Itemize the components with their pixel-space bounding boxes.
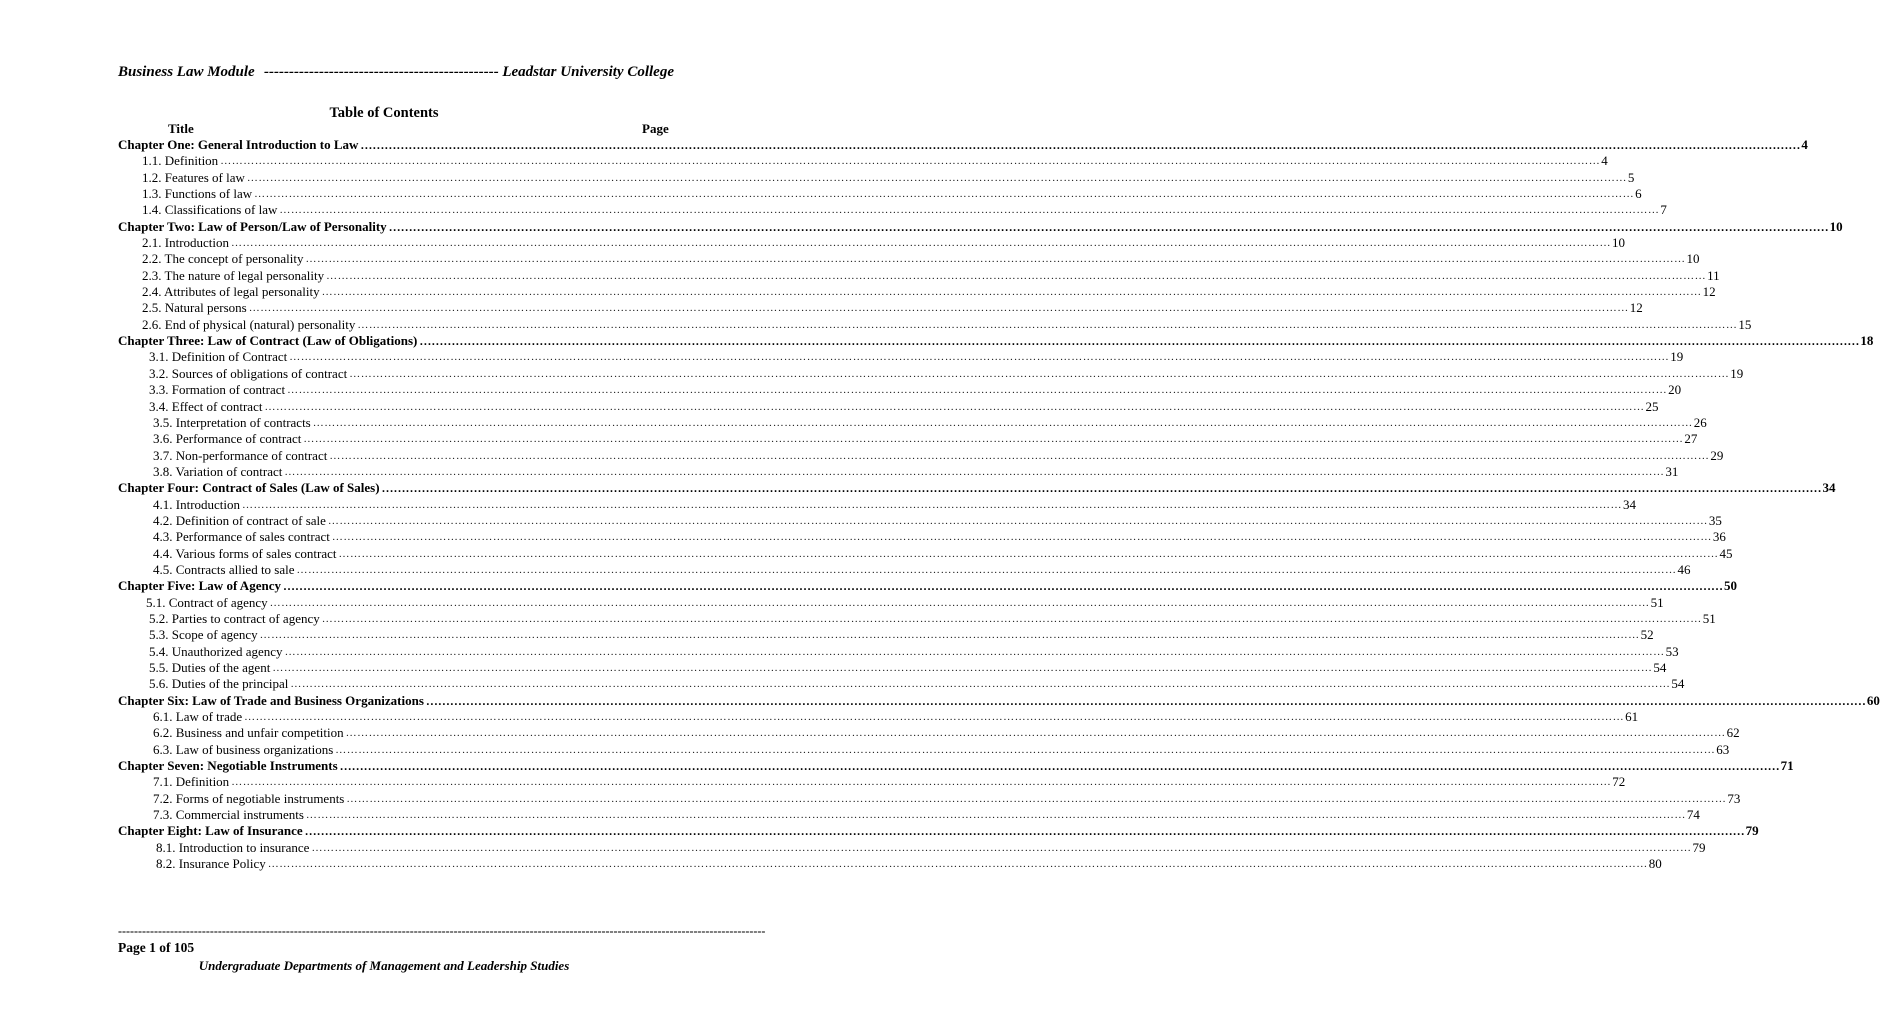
dot-leader: ………………………………………………………………………………………………………………………………………………………………………………………………………………………………………………………………………………………………………………………………: [349, 367, 1730, 380]
page-number: Page 1 of 105: [118, 940, 195, 955]
toc-entry-label: 1.2. Features of law: [142, 169, 245, 185]
toc-entry-page: 20: [1668, 382, 1682, 398]
toc-entry-page: 54: [1653, 660, 1667, 675]
dot-leader: ………………………………………………………………………………………………………………………………………………………………………………………………………………………………………………………………………………………………………………………………: [282, 579, 1723, 594]
toc-section-row: [118, 153, 1608, 169]
dot-leader: ………………………………………………………………………………………………………………………………………………………………………………………………………………………………………………………………………………………………………………………………: [345, 727, 1726, 740]
toc-entry-page: 34: [1822, 480, 1836, 496]
dot-leader: ………………………………………………………………………………………………………………………………………………………………………………………………………………………………………………………………………………………………………………………………: [312, 416, 1693, 429]
dot-leader: ………………………………………………………………………………………………………………………………………………………………………………………………………………………………………………………………………………………………………………………………: [259, 629, 1640, 642]
toc-chapter-row: [118, 758, 1794, 774]
toc-section-row: [118, 610, 1716, 627]
toc-entry-label: 5.4. Unauthorized agency: [149, 643, 283, 659]
toc-entry-page: 71: [1780, 758, 1794, 774]
toc-section-row: [118, 643, 1679, 660]
toc-entry-label: Chapter Six: Law of Trade and Business Organizations: [118, 692, 424, 708]
dot-leader: ………………………………………………………………………………………………………………………………………………………………………………………………………………………………………………………………………………………………………………………………: [242, 498, 1623, 511]
header-institution: Leadstar University College: [502, 64, 674, 80]
toc-chapter-row: [118, 692, 1880, 709]
dot-leader: ………………………………………………………………………………………………………………………………………………………………………………………………………………………………………………………………………………………………………………………………: [296, 563, 1677, 576]
toc-chapter-row: [118, 480, 1836, 496]
toc-section-row: [118, 284, 1716, 300]
toc-section-row: [118, 349, 1684, 365]
footer-rule: ------------------------------------------------------------------------------------------------------------------------------------------------------------------: [118, 924, 766, 938]
toc-chapter-row: [118, 333, 1874, 349]
toc-entry-label: 2.4. Attributes of legal personality: [142, 284, 320, 300]
toc-entry-label: 3.8. Variation of contract: [153, 463, 283, 479]
dot-leader: ………………………………………………………………………………………………………………………………………………………………………………………………………………………………………………………………………………………………………………………………: [254, 188, 1635, 201]
toc-entry-label: 3.4. Effect of contract: [149, 398, 263, 414]
toc-section-row: [118, 169, 1635, 186]
header-rule: -----------------------------------------------: [264, 64, 499, 80]
toc-entry-label: 5.1. Contract of agency: [146, 594, 268, 610]
dot-leader: ………………………………………………………………………………………………………………………………………………………………………………………………………………………………………………………………………………………………………………………………: [246, 171, 1627, 184]
toc-section-row: [118, 496, 1637, 513]
toc-entry-label: 3.2. Sources of obligations of contract: [149, 365, 348, 381]
toc-entry-label: 2.1. Introduction: [142, 235, 230, 251]
toc-entry-label: 5.2. Parties to contract of agency: [149, 610, 320, 626]
dot-leader: ………………………………………………………………………………………………………………………………………………………………………………………………………………………………………………………………………………………………………………………………: [357, 318, 1738, 331]
toc-entry-label: 3.7. Non-performance of contract: [153, 447, 328, 463]
toc-entry-page: 74: [1686, 807, 1700, 823]
dot-leader: ………………………………………………………………………………………………………………………………………………………………………………………………………………………………………………………………………………………………………………………………: [381, 481, 1822, 496]
toc-entry-page: 62: [1726, 725, 1740, 741]
toc-entry-label: Chapter Seven: Negotiable Instruments: [118, 758, 338, 774]
toc-entry-label: Chapter Five: Law of Agency: [118, 578, 281, 594]
dot-leader: ………………………………………………………………………………………………………………………………………………………………………………………………………………………………………………………………………………………………………………………………: [248, 302, 1629, 315]
toc-section-row: [118, 627, 1654, 643]
toc-entry-page: 4: [1801, 137, 1808, 152]
dot-leader: ………………………………………………………………………………………………………………………………………………………………………………………………………………………………………………………………………………………………………………………………: [339, 759, 1780, 774]
dot-leader: ………………………………………………………………………………………………………………………………………………………………………………………………………………………………………………………………………………………………………………………………: [264, 400, 1645, 413]
toc-entry-label: 4.5. Contracts allied to sale: [153, 561, 295, 577]
toc-section-row: [118, 300, 1643, 316]
dot-leader: ………………………………………………………………………………………………………………………………………………………………………………………………………………………………………………………………………………………………………………………………: [346, 792, 1727, 805]
toc-section-row: [118, 398, 1659, 415]
dot-leader: ………………………………………………………………………………………………………………………………………………………………………………………………………………………………………………………………………………………………………………………………: [321, 286, 1702, 299]
toc-entry-page: 53: [1665, 643, 1679, 659]
toc-entry-label: Chapter Eight: Law of Insurance: [118, 823, 303, 839]
toc-entry-label: 3.5. Interpretation of contracts: [153, 414, 311, 430]
column-page-heading: Page: [642, 121, 669, 136]
toc-entry-page: 79: [1692, 839, 1706, 855]
toc-entry-label: 5.5. Duties of the agent: [149, 660, 271, 675]
toc-entry-label: 6.1. Law of trade: [153, 709, 243, 725]
toc-entry-label: 7.2. Forms of negotiable instruments: [153, 790, 345, 806]
toc-section-row: [118, 709, 1639, 725]
dot-leader: ………………………………………………………………………………………………………………………………………………………………………………………………………………………………………………………………………………………………………………………………: [304, 824, 1745, 839]
toc-entry-page: 79: [1745, 823, 1759, 839]
toc-section-row: [118, 431, 1698, 447]
toc-entry-page: 35: [1708, 512, 1722, 528]
dot-leader: ………………………………………………………………………………………………………………………………………………………………………………………………………………………………………………………………………………………………………………………………: [321, 612, 1702, 625]
toc-section-row: [118, 186, 1642, 202]
toc-section-row: [118, 660, 1667, 676]
toc-entry-label: Chapter Two: Law of Person/Law of Personality: [118, 218, 387, 234]
toc-entry-page: 45: [1719, 545, 1733, 561]
dot-leader: ………………………………………………………………………………………………………………………………………………………………………………………………………………………………………………………………………………………………………………………………: [327, 514, 1708, 527]
dot-leader: ………………………………………………………………………………………………………………………………………………………………………………………………………………………………………………………………………………………………………………………………: [220, 155, 1601, 168]
toc-section-row: [118, 251, 1700, 267]
toc-entry-label: 4.2. Definition of contract of sale: [153, 512, 326, 528]
toc-heading: Table of Contents: [329, 105, 439, 121]
dot-leader: ………………………………………………………………………………………………………………………………………………………………………………………………………………………………………………………………………………………………………………………………: [326, 269, 1707, 282]
toc-entry-page: 54: [1671, 676, 1685, 692]
page-header: [118, 64, 674, 86]
toc-section-row: [118, 202, 1667, 218]
toc-entry-page: 6: [1635, 186, 1642, 202]
toc-entry-label: 3.3. Formation of contract: [149, 382, 286, 398]
toc-entry-label: 5.3. Scope of agency: [149, 627, 258, 643]
toc-entry-page: 15: [1738, 316, 1752, 332]
toc-section-row: [118, 414, 1707, 431]
toc-chapter-row: [118, 578, 1737, 594]
toc-section-row: [118, 365, 1744, 382]
dot-leader: ………………………………………………………………………………………………………………………………………………………………………………………………………………………………………………………………………………………………………………………………: [425, 693, 1866, 708]
toc-entry-page: 36: [1712, 529, 1726, 545]
toc-section-row: [118, 512, 1722, 529]
header-module-title: Business Law Module: [118, 64, 255, 80]
toc-entry-label: Chapter One: General Introduction to Law: [118, 137, 359, 152]
dot-leader: ………………………………………………………………………………………………………………………………………………………………………………………………………………………………………………………………………………………………………………………………: [272, 662, 1653, 674]
toc-entry-label: 3.1. Definition of Contract: [149, 349, 288, 365]
toc-entry-page: 19: [1730, 365, 1744, 381]
toc-entry-page: 26: [1693, 414, 1707, 430]
toc-entry-label: 4.4. Various forms of sales contract: [153, 545, 337, 561]
toc-entry-page: 27: [1684, 431, 1698, 447]
dot-leader: ………………………………………………………………………………………………………………………………………………………………………………………………………………………………………………………………………………………………………………………………: [338, 547, 1719, 560]
toc-entry-label: 2.5. Natural persons: [142, 300, 247, 316]
toc-section-row: [118, 463, 1679, 480]
toc-section-row: [118, 774, 1626, 790]
toc-section-row: [118, 561, 1691, 578]
toc-section-row: [118, 529, 1726, 545]
toc-section-row: [118, 856, 1662, 872]
dot-leader: ………………………………………………………………………………………………………………………………………………………………………………………………………………………………………………………………………………………………………………………………: [305, 809, 1686, 822]
dot-leader: ………………………………………………………………………………………………………………………………………………………………………………………………………………………………………………………………………………………………………………………………: [269, 596, 1650, 609]
toc-entry-page: 4: [1601, 153, 1608, 169]
toc-section-row: [118, 316, 1752, 333]
toc-entry-page: 63: [1716, 741, 1730, 757]
dot-leader: ………………………………………………………………………………………………………………………………………………………………………………………………………………………………………………………………………………………………………………………………: [284, 465, 1665, 478]
dot-leader: ………………………………………………………………………………………………………………………………………………………………………………………………………………………………………………………………………………………………………………………………: [284, 645, 1665, 658]
dot-leader: ………………………………………………………………………………………………………………………………………………………………………………………………………………………………………………………………………………………………………………………………: [329, 449, 1710, 462]
toc-entry-page: 46: [1677, 561, 1691, 577]
dot-leader: ………………………………………………………………………………………………………………………………………………………………………………………………………………………………………………………………………………………………………………………………: [290, 678, 1671, 691]
toc-entry-label: 2.6. End of physical (natural) personality: [142, 316, 356, 332]
footer-department: Undergraduate Departments of Management and Leadership Studies: [198, 958, 570, 973]
dot-leader: ………………………………………………………………………………………………………………………………………………………………………………………………………………………………………………………………………………………………………………………………: [289, 351, 1670, 364]
toc-entry-label: 6.2. Business and unfair competition: [153, 725, 344, 741]
toc-list: [118, 137, 1880, 872]
dot-leader: ………………………………………………………………………………………………………………………………………………………………………………………………………………………………………………………………………………………………………………………………: [279, 204, 1660, 217]
toc-entry-label: 8.1. Introduction to insurance: [156, 839, 310, 855]
toc-section-row: [118, 235, 1626, 251]
column-title-heading: Title: [168, 121, 194, 136]
toc-entry-page: 51: [1650, 594, 1664, 610]
toc-section-row: [118, 545, 1733, 562]
toc-entry-page: 10: [1686, 251, 1700, 267]
dot-leader: ………………………………………………………………………………………………………………………………………………………………………………………………………………………………………………………………………………………………………………………………: [287, 384, 1668, 397]
toc-entry-page: 52: [1640, 627, 1654, 643]
dot-leader: ………………………………………………………………………………………………………………………………………………………………………………………………………………………………………………………………………………………………………………………………: [244, 711, 1625, 724]
dot-leader: ………………………………………………………………………………………………………………………………………………………………………………………………………………………………………………………………………………………………………………………………: [419, 334, 1860, 349]
toc-entry-label: 8.2. Insurance Policy: [156, 856, 266, 872]
toc-entry-label: 4.3. Performance of sales contract: [153, 529, 330, 545]
toc-entry-label: 1.1. Definition: [142, 153, 219, 169]
toc-entry-page: 72: [1612, 774, 1626, 790]
toc-section-row: [118, 790, 1741, 807]
toc-section-row: [118, 839, 1706, 856]
toc-entry-page: 34: [1623, 496, 1637, 512]
toc-entry-page: 18: [1860, 333, 1874, 349]
toc-entry-label: 1.3. Functions of law: [142, 186, 253, 202]
toc-entry-page: 25: [1645, 398, 1659, 414]
toc-entry-label: 4.1. Introduction: [153, 496, 241, 512]
toc-entry-page: 29: [1710, 447, 1724, 463]
toc-entry-label: 1.4. Classifications of law: [142, 202, 278, 218]
toc-entry-page: 11: [1707, 267, 1720, 283]
toc-section-row: [118, 382, 1682, 398]
toc-entry-label: 3.6. Performance of contract: [153, 431, 302, 447]
toc-entry-page: 80: [1648, 856, 1662, 872]
toc-entry-label: 6.3. Law of business organizations: [153, 741, 334, 757]
toc-entry-label: 5.6. Duties of the principal: [149, 676, 289, 692]
toc-entry-page: 12: [1629, 300, 1643, 316]
toc-entry-page: 51: [1702, 610, 1716, 626]
dot-leader: ………………………………………………………………………………………………………………………………………………………………………………………………………………………………………………………………………………………………………………………………: [388, 219, 1829, 234]
toc-entry-label: Chapter Three: Law of Contract (Law of Obligations): [118, 333, 418, 349]
toc-entry-label: 2.3. The nature of legal personality: [142, 267, 325, 283]
dot-leader: ………………………………………………………………………………………………………………………………………………………………………………………………………………………………………………………………………………………………………………………………: [303, 433, 1684, 446]
dot-leader: ………………………………………………………………………………………………………………………………………………………………………………………………………………………………………………………………………………………………………………………………: [231, 237, 1612, 250]
toc-entry-label: 7.1. Definition: [153, 774, 230, 790]
dot-leader: ………………………………………………………………………………………………………………………………………………………………………………………………………………………………………………………………………………………………………………………………: [311, 841, 1692, 854]
toc-section-row: [118, 741, 1730, 758]
toc-entry-label: 7.3. Commercial instruments: [153, 807, 304, 823]
toc-entry-label: 2.2. The concept of personality: [142, 251, 304, 267]
toc-entry-page: 19: [1670, 349, 1684, 365]
toc-entry-page: 12: [1702, 284, 1716, 300]
dot-leader: ………………………………………………………………………………………………………………………………………………………………………………………………………………………………………………………………………………………………………………………………: [360, 138, 1801, 152]
toc-section-row: [118, 447, 1724, 464]
dot-leader: ………………………………………………………………………………………………………………………………………………………………………………………………………………………………………………………………………………………………………………………………: [335, 743, 1716, 756]
toc-chapter-row: [118, 218, 1843, 235]
toc-section-row: [118, 807, 1700, 823]
toc-chapter-row: [118, 823, 1759, 839]
dot-leader: ………………………………………………………………………………………………………………………………………………………………………………………………………………………………………………………………………………………………………………………………: [231, 776, 1612, 789]
dot-leader: ………………………………………………………………………………………………………………………………………………………………………………………………………………………………………………………………………………………………………………………………: [267, 858, 1648, 871]
toc-entry-page: 10: [1829, 218, 1843, 234]
toc-entry-page: 50: [1723, 578, 1737, 594]
toc-entry-page: 10: [1612, 235, 1626, 251]
toc-entry-page: 31: [1665, 463, 1679, 479]
toc-entry-page: 73: [1727, 790, 1741, 806]
toc-section-row: [118, 725, 1740, 741]
toc-entry-page: 60: [1866, 692, 1880, 708]
toc-chapter-row: [118, 137, 1808, 153]
toc-entry-label: Chapter Four: Contract of Sales (Law of Sales): [118, 480, 380, 496]
dot-leader: ………………………………………………………………………………………………………………………………………………………………………………………………………………………………………………………………………………………………………………………………: [331, 531, 1712, 544]
toc-section-row: [118, 594, 1664, 611]
dot-leader: ………………………………………………………………………………………………………………………………………………………………………………………………………………………………………………………………………………………………………………………………: [305, 253, 1686, 266]
toc-section-row: [118, 267, 1720, 284]
toc-entry-page: 7: [1660, 202, 1667, 218]
toc-entry-page: 5: [1627, 169, 1635, 185]
toc-section-row: [118, 676, 1685, 692]
toc-entry-page: 61: [1625, 709, 1639, 725]
